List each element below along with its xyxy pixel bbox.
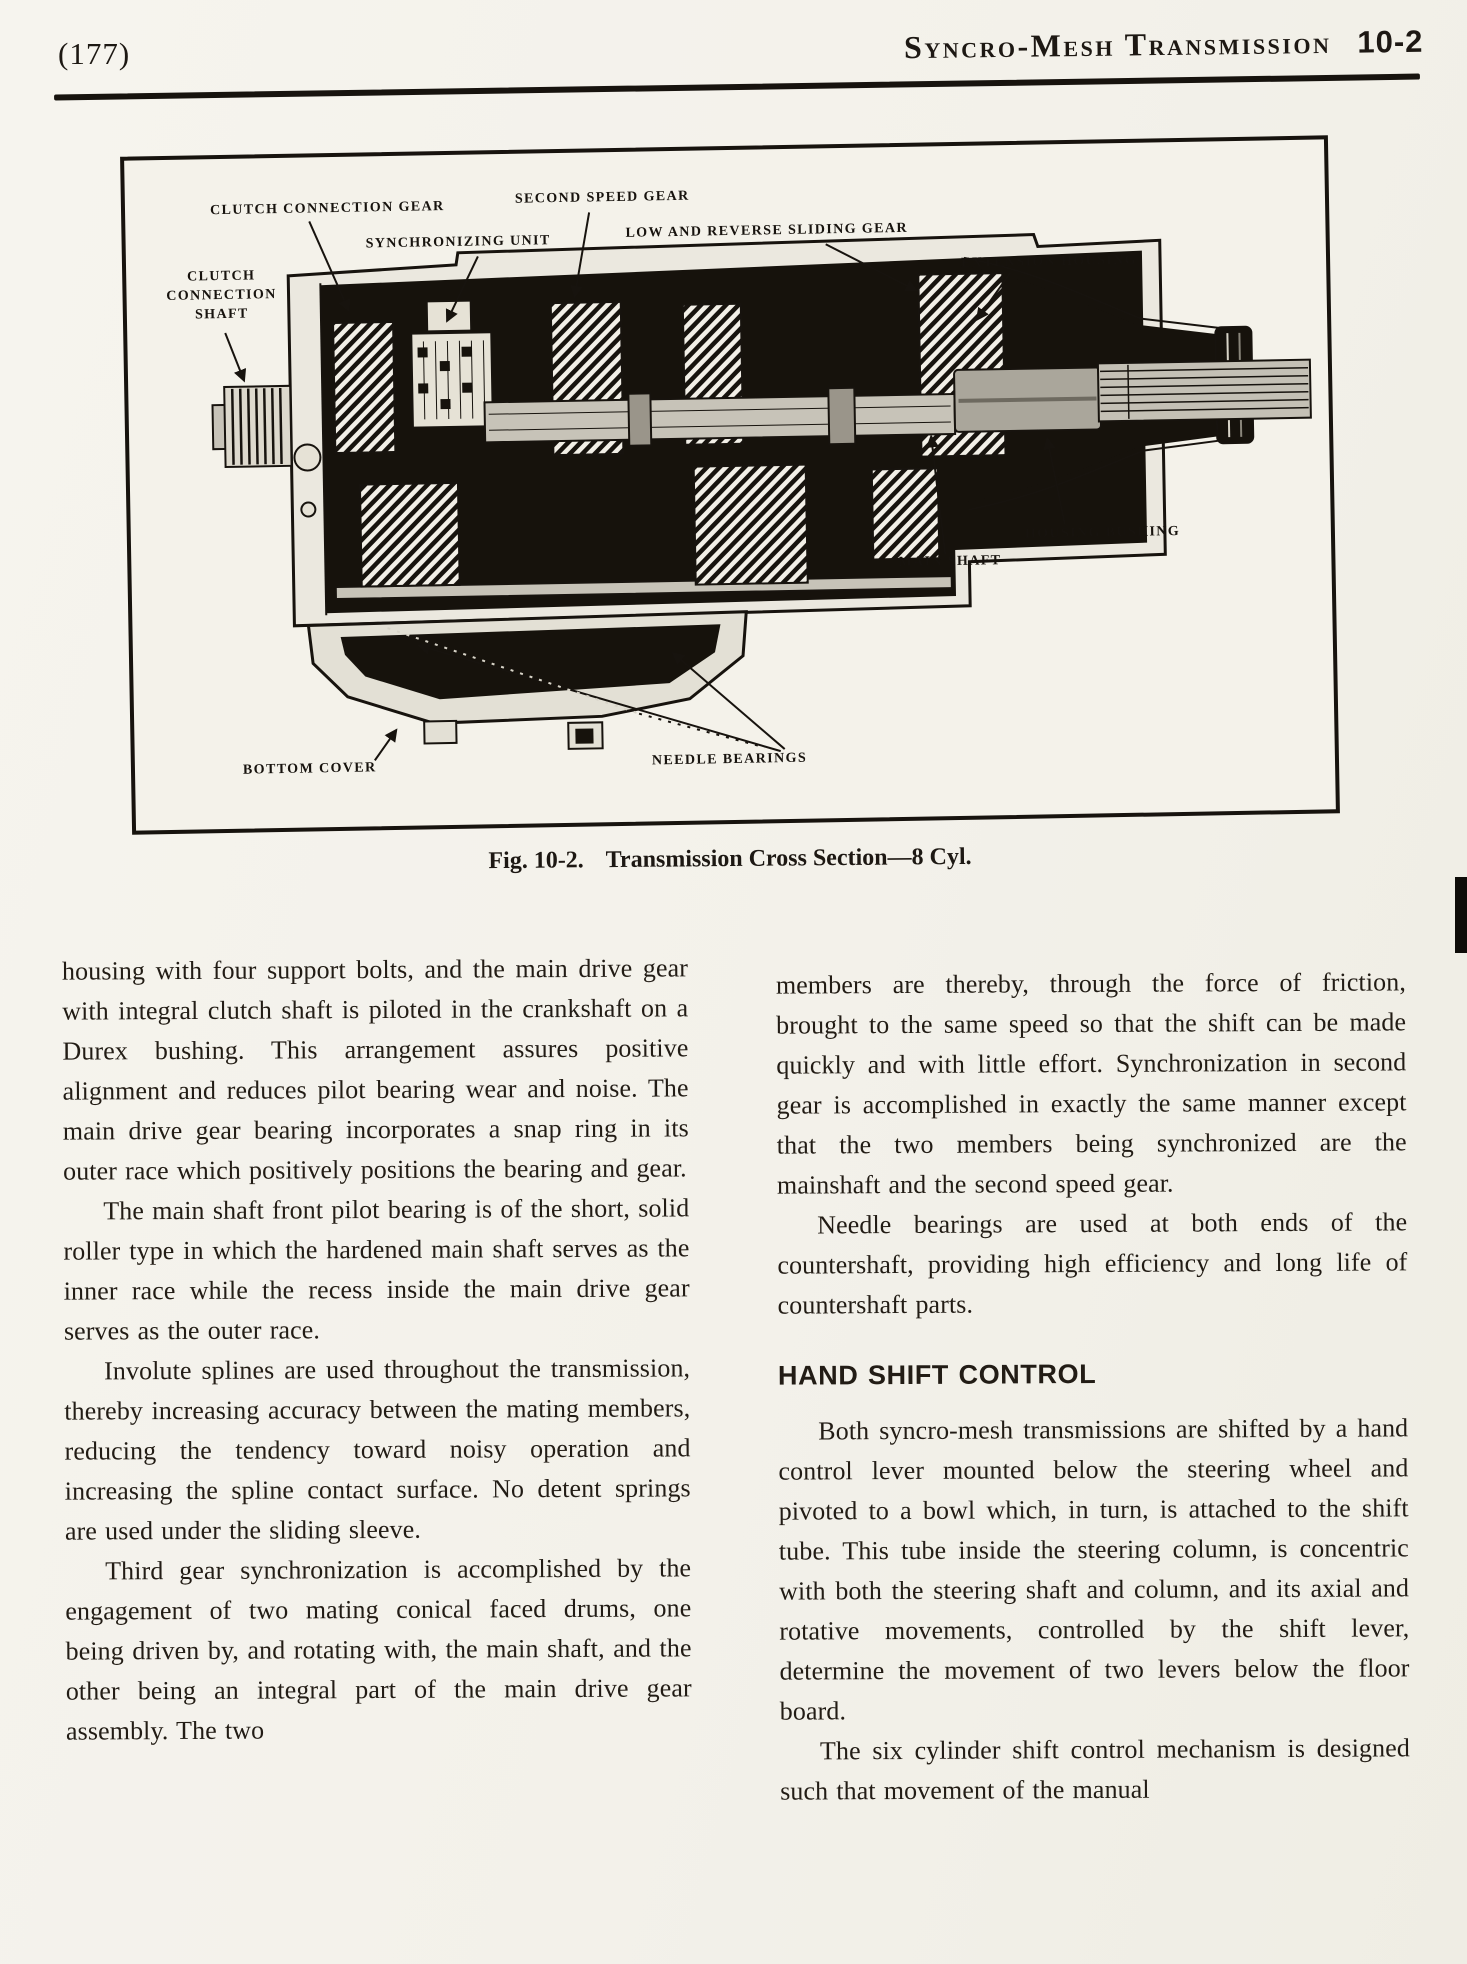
page-number: (177): [58, 36, 131, 71]
label-bottom-cover: BOTTOM COVER: [242, 760, 377, 778]
figure-caption-title: Transmission Cross Section—8 Cyl.: [605, 843, 972, 874]
transmission-cross-section-drawing: [124, 139, 1336, 830]
label-second-speed-gear: SECOND SPEED GEAR: [514, 188, 690, 207]
paragraph: Third gear synchronization is accomplished by the engagement of two mating conical faced drums, one being driven by, and rotating with, the main shaft, and the other being an integral part of the main drive gear assembly. The two: [65, 1553, 692, 1746]
label-low-reverse-sliding-gear: LOW AND REVERSE SLIDING GEAR: [625, 220, 909, 241]
paragraph: The six cylinder shift control mechanism is designed such that movement of the manual: [780, 1733, 1411, 1806]
label-extension-housing: EXTENSION HOUSING: [960, 252, 1138, 271]
figure-transmission-cross-section: [120, 135, 1340, 834]
label-main-shaft: MAIN SHAFT: [898, 553, 1002, 571]
paragraph: Both syncro-mesh transmissions are shifted by a hand control lever mounted below the steering wheel and pivoted to a bowl which, in turn, is attached to the shift tube. This tube inside the steering column, is concentric with both the steering shaft and column, and its axial and rotative movements, controlled by the shift lever, determine the movement of two levers below the floor board.: [778, 1413, 1410, 1726]
paragraph: The main shaft front pilot bearing is of the short, solid roller type in which the hardened main shaft serves as the inner race while the recess inside the main drive gear serves as the outer race.: [63, 1193, 690, 1346]
label-clutch-connection-shaft: CLUTCH CONNECTION SHAFT: [166, 268, 277, 323]
section-thumb-tab: [1455, 877, 1467, 953]
running-head: [903, 23, 1423, 66]
label-clutch-connection-gear: CLUTCH CONNECTION GEAR: [209, 199, 445, 219]
right-column: [776, 948, 1410, 1811]
paragraph: housing with four support bolts, and the main drive gear with integral clutch shaft is piloted in the crankshaft on a Durex bushing. This arrangement assures positive alignment and reduces pilot bearing wear and noise. The main drive gear bearing incorporates a snap ring in its outer race which positively positions the bearing and gear.: [61, 953, 689, 1186]
figure-caption: [126, 841, 1334, 879]
running-head-title: Syncro-Mesh Transmission: [903, 23, 1332, 66]
paragraph: members are thereby, through the force of friction, brought to the same speed so that the shift can be made quickly and with little effort. Synchronization in second gear is accomplished in exactly the same manner except that the two members being synchronized are the mainshaft and the second speed gear.: [775, 967, 1407, 1200]
section-heading-hand-shift-control: HAND SHIFT CONTROL: [777, 1358, 1097, 1391]
paragraph: Needle bearings are used at both ends of the countershaft, providing high efficiency and long life of countershaft parts.: [777, 1207, 1408, 1320]
left-column: [62, 948, 692, 1751]
label-synchronizing-unit: SYNCHRONIZING UNIT: [365, 233, 551, 252]
label-housing-bushing: HOUSING BUSHING: [1024, 523, 1181, 542]
section-number: 10-2: [1356, 23, 1424, 60]
label-needle-bearings: NEEDLE BEARINGS: [651, 750, 808, 769]
figure-caption-number: Fig. 10-2.: [488, 847, 584, 875]
header-rule: [54, 74, 1420, 101]
paragraph: Involute splines are used throughout the transmission, thereby increasing accuracy between the mating members, reducing the tendency toward noisy operation and increasing the spline contact surface. No detent springs are used under the sliding sleeve.: [64, 1353, 691, 1546]
